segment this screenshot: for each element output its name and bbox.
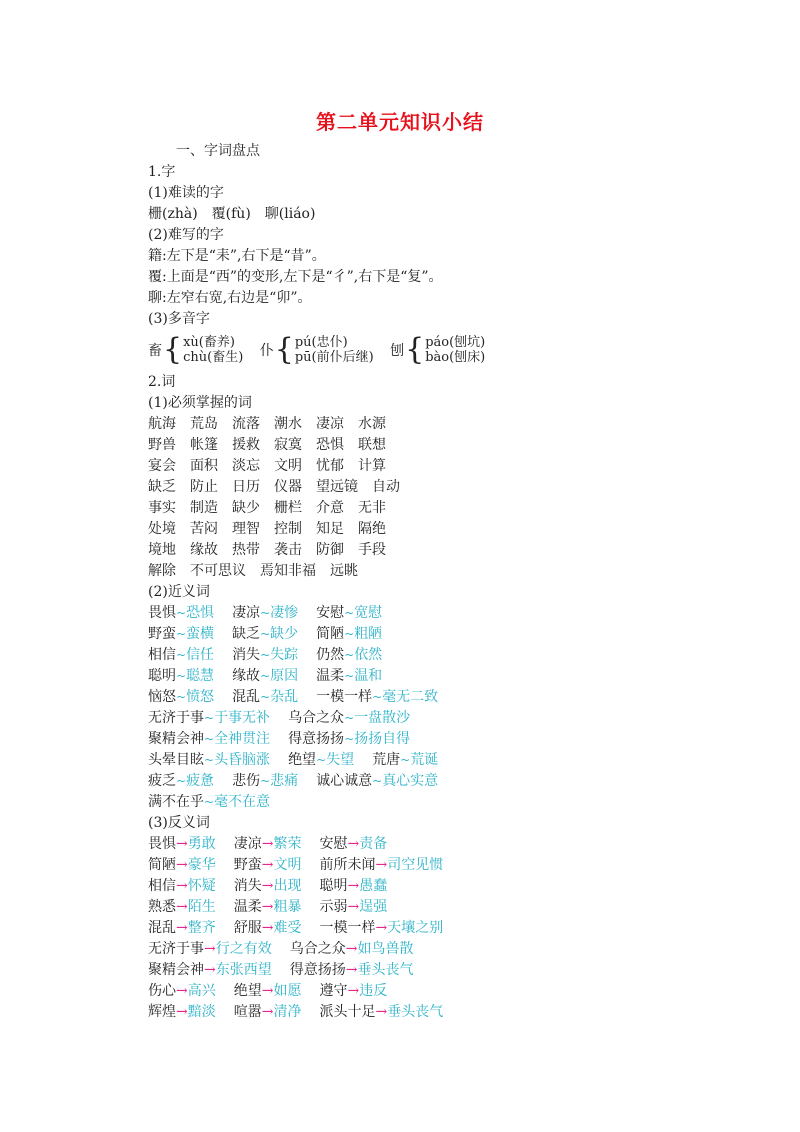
synonym-word: 满不在乎 xyxy=(148,794,204,810)
antonym-answer: 繁荣 xyxy=(273,836,302,852)
tilde-mark: ~ xyxy=(204,711,215,725)
word-row xyxy=(148,519,386,539)
word-item: 日历 xyxy=(232,479,260,495)
arrow-icon: → xyxy=(347,836,360,852)
antonym-word: 消失 xyxy=(233,878,262,894)
hard-write-line: 籍:左下是“耒”,右下是“昔”。 xyxy=(148,248,326,264)
word-item: 手段 xyxy=(358,542,386,558)
synonym-word: 相信 xyxy=(148,647,176,663)
synonym-word: 简陋 xyxy=(316,626,345,642)
word-item: 航海 xyxy=(148,416,176,432)
synonym-answer: 悲痛 xyxy=(270,773,299,789)
word-item: 处境 xyxy=(148,521,176,537)
word-item: 缺乏 xyxy=(148,479,176,495)
antonym-row xyxy=(148,876,387,896)
arrow-icon: → xyxy=(261,920,274,936)
synonym-answer: 缺少 xyxy=(270,626,299,642)
tilde-mark: ~ xyxy=(204,732,215,746)
polyphone-reading: pú(忠仆) xyxy=(294,335,348,350)
word-item: 控制 xyxy=(274,521,302,537)
polyphone-char: 畜 xyxy=(148,343,162,359)
arrow-icon: → xyxy=(261,1004,274,1020)
synonym-row xyxy=(148,666,382,686)
synonym-word: 恼怒 xyxy=(148,689,176,705)
arrow-icon: → xyxy=(345,962,358,978)
antonym-answer: 难受 xyxy=(273,920,302,936)
synonym-word: 混乱 xyxy=(232,689,261,705)
antonym-answer: 怀疑 xyxy=(187,878,216,894)
hard-write-heading: (2)难写的字 xyxy=(148,227,224,243)
synonym-answer: 凄惨 xyxy=(270,605,299,621)
must-heading: (1)必须掌握的词 xyxy=(148,395,252,411)
polyphone-char: 仆 xyxy=(259,343,274,359)
hard-read-line: 栅(zhà) 覆(fù) 聊(liáo) xyxy=(148,206,316,222)
tilde-mark: ~ xyxy=(260,690,271,704)
page-title: 第二单元知识小结 xyxy=(316,110,484,134)
antonym-row xyxy=(148,960,413,980)
tilde-mark: ~ xyxy=(260,648,271,662)
word-item: 恐惧 xyxy=(316,437,344,453)
synonym-answer: 毫无二致 xyxy=(382,689,439,705)
word-item: 淡忘 xyxy=(232,458,260,474)
arrow-icon: → xyxy=(176,899,188,915)
synonym-answer: 愤怒 xyxy=(186,689,215,705)
antonym-answer: 陌生 xyxy=(187,899,216,915)
polyphone-reading: chù(畜生) xyxy=(183,350,244,365)
tilde-mark: ~ xyxy=(372,774,383,788)
synonym-row xyxy=(148,729,410,749)
tilde-mark: ~ xyxy=(260,669,271,683)
synonym-word: 缘故 xyxy=(232,668,261,684)
tilde-mark: ~ xyxy=(344,648,355,662)
polyphone-reading: bào(刨床) xyxy=(425,350,486,365)
tilde-mark: ~ xyxy=(176,606,187,620)
synonym-word: 野蛮 xyxy=(148,626,176,642)
synonym-answer: 疲惫 xyxy=(186,773,215,789)
polyphone-reading: páo(刨坑) xyxy=(425,335,486,350)
tilde-mark: ~ xyxy=(344,669,355,683)
antonym-answer: 愚蠢 xyxy=(359,878,388,894)
tilde-mark: ~ xyxy=(260,774,271,788)
arrow-icon: → xyxy=(204,941,216,957)
tilde-mark: ~ xyxy=(176,648,187,662)
word-item: 防御 xyxy=(316,542,344,558)
synonym-answer: 一盘散沙 xyxy=(354,710,411,726)
antonym-word: 得意扬扬 xyxy=(289,962,346,978)
synonym-answer: 荒诞 xyxy=(410,752,439,768)
antonym-word: 伤心 xyxy=(148,983,176,999)
word-item: 远眺 xyxy=(330,563,358,579)
synonym-word: 凄凉 xyxy=(232,605,261,621)
arrow-icon: → xyxy=(176,983,188,999)
arrow-icon: → xyxy=(176,836,188,852)
arrow-icon: → xyxy=(204,962,216,978)
synonym-word: 无济于事 xyxy=(148,710,204,726)
synonym-row xyxy=(148,792,270,812)
synonym-answer: 真心实意 xyxy=(382,773,439,789)
synonym-row xyxy=(148,708,410,728)
tilde-mark: ~ xyxy=(344,627,355,641)
arrow-icon: → xyxy=(347,983,360,999)
word-item: 事实 xyxy=(148,500,176,516)
arrow-icon: → xyxy=(261,836,274,852)
word-row xyxy=(148,540,386,560)
word-item: 潮水 xyxy=(274,416,302,432)
word-item: 防止 xyxy=(190,479,218,495)
antonym-word: 遵守 xyxy=(319,983,348,999)
synonym-answer: 毫不在意 xyxy=(214,794,271,810)
synonym-heading: (2)近义词 xyxy=(148,584,210,600)
arrow-icon: → xyxy=(375,857,388,873)
antonym-word: 辉煌 xyxy=(148,1004,176,1020)
word-item: 制造 xyxy=(190,500,218,516)
antonym-word: 相信 xyxy=(148,878,176,894)
antonym-word: 乌合之众 xyxy=(289,941,346,957)
word-row xyxy=(148,414,386,434)
arrow-icon: → xyxy=(261,983,274,999)
antonym-answer: 垂头丧气 xyxy=(387,1004,444,1020)
antonym-word: 聚精会神 xyxy=(148,962,204,978)
arrow-icon: → xyxy=(375,1004,388,1020)
word-item: 帐篷 xyxy=(190,437,218,453)
word-item: 计算 xyxy=(358,458,386,474)
antonym-word: 绝望 xyxy=(233,983,262,999)
polyphone-group xyxy=(390,332,486,367)
word-item: 流落 xyxy=(232,416,260,432)
arrow-icon: → xyxy=(176,920,188,936)
antonym-word: 熟悉 xyxy=(148,899,176,915)
antonym-answer: 如鸟兽散 xyxy=(357,941,414,957)
synonym-word: 聚精会神 xyxy=(148,731,204,747)
synonym-word: 温柔 xyxy=(316,668,345,684)
word-item: 水源 xyxy=(358,416,386,432)
antonym-row xyxy=(148,1002,443,1022)
word-item: 凄凉 xyxy=(316,416,344,432)
synonym-row xyxy=(148,603,382,623)
word-item: 介意 xyxy=(316,500,344,516)
antonym-answer: 高兴 xyxy=(187,983,216,999)
polyphone-group xyxy=(259,332,374,367)
brace-icon: { xyxy=(274,332,294,367)
word-item: 野兽 xyxy=(148,437,176,453)
antonym-answer: 司空见惯 xyxy=(387,857,444,873)
synonym-word: 消失 xyxy=(232,647,261,663)
word-item: 无非 xyxy=(358,500,386,516)
antonym-word: 舒服 xyxy=(233,920,262,936)
synonym-word: 绝望 xyxy=(288,752,317,768)
word-item: 仪器 xyxy=(274,479,302,495)
antonym-word: 混乱 xyxy=(148,920,176,936)
polyphone-reading: pū(前仆后继) xyxy=(294,350,374,365)
antonym-answer: 责备 xyxy=(359,836,388,852)
antonym-word: 聪明 xyxy=(319,878,348,894)
antonym-row xyxy=(148,855,443,875)
synonym-answer: 杂乱 xyxy=(270,689,299,705)
word-item: 缺少 xyxy=(232,500,260,516)
antonym-word: 畏惧 xyxy=(148,836,176,852)
synonym-row xyxy=(148,687,438,707)
tilde-mark: ~ xyxy=(260,606,271,620)
word-item: 解除 xyxy=(148,563,176,579)
tilde-mark: ~ xyxy=(344,711,355,725)
word-row xyxy=(148,477,400,497)
word-row xyxy=(148,498,386,518)
word-item: 援救 xyxy=(232,437,260,453)
tilde-mark: ~ xyxy=(176,669,187,683)
tilde-mark: ~ xyxy=(400,753,411,767)
antonym-word: 简陋 xyxy=(148,857,176,873)
antonym-answer: 豪华 xyxy=(187,857,216,873)
antonym-answer: 违反 xyxy=(359,983,388,999)
arrow-icon: → xyxy=(261,857,274,873)
antonym-word: 野蛮 xyxy=(233,857,262,873)
sub-heading-word: 2.词 xyxy=(148,374,176,390)
synonym-answer: 全神贯注 xyxy=(214,731,271,747)
synonym-word: 缺乏 xyxy=(232,626,261,642)
section-heading: 一、字词盘点 xyxy=(176,143,260,159)
tilde-mark: ~ xyxy=(372,690,383,704)
antonym-heading: (3)反义词 xyxy=(148,815,210,831)
synonym-word: 仍然 xyxy=(316,647,345,663)
antonym-row xyxy=(148,918,443,938)
synonym-word: 聪明 xyxy=(148,668,176,684)
synonym-answer: 头昏脑涨 xyxy=(214,752,271,768)
hard-write-line: 覆:上面是“西”的变形,左下是“彳”,右下是“复”。 xyxy=(148,269,443,285)
tilde-mark: ~ xyxy=(176,774,187,788)
word-item: 自动 xyxy=(372,479,400,495)
antonym-answer: 东张西望 xyxy=(215,962,272,978)
synonym-answer: 粗陋 xyxy=(354,626,383,642)
synonym-word: 头晕目眩 xyxy=(148,752,204,768)
antonym-word: 派头十足 xyxy=(319,1004,376,1020)
tilde-mark: ~ xyxy=(204,753,215,767)
polyphone-char: 刨 xyxy=(390,343,405,359)
hard-write-line: 聊:左窄右宽,右边是“卯”。 xyxy=(148,290,312,306)
hard-read-heading: (1)难读的字 xyxy=(148,185,224,201)
word-item: 缘故 xyxy=(190,542,218,558)
polyphone-group xyxy=(148,332,244,367)
arrow-icon: → xyxy=(345,941,358,957)
synonym-answer: 蛮横 xyxy=(186,626,215,642)
polyphone-list xyxy=(148,332,497,367)
word-item: 宴会 xyxy=(148,458,176,474)
antonym-word: 无济于事 xyxy=(148,941,204,957)
brace-icon: { xyxy=(163,332,183,367)
synonym-answer: 温和 xyxy=(354,668,383,684)
word-item: 栅栏 xyxy=(274,500,302,516)
synonym-row xyxy=(148,750,438,770)
brace-icon: { xyxy=(405,332,425,367)
word-item: 隔绝 xyxy=(358,521,386,537)
synonym-answer: 聪慧 xyxy=(186,668,215,684)
word-item: 望远镜 xyxy=(316,479,358,495)
tilde-mark: ~ xyxy=(316,753,327,767)
word-item: 热带 xyxy=(232,542,260,558)
word-item: 焉知非福 xyxy=(260,563,316,579)
synonym-word: 得意扬扬 xyxy=(288,731,345,747)
synonym-answer: 宽慰 xyxy=(354,605,383,621)
word-item: 文明 xyxy=(274,458,302,474)
word-row xyxy=(148,435,386,455)
antonym-row xyxy=(148,834,387,854)
antonym-answer: 勇敢 xyxy=(187,836,216,852)
synonym-word: 诚心诚意 xyxy=(316,773,373,789)
word-item: 寂寞 xyxy=(274,437,302,453)
word-row xyxy=(148,456,386,476)
antonym-answer: 垂头丧气 xyxy=(357,962,414,978)
word-item: 忧郁 xyxy=(316,458,344,474)
antonym-answer: 整齐 xyxy=(187,920,216,936)
synonym-word: 安慰 xyxy=(316,605,345,621)
word-item: 境地 xyxy=(148,542,176,558)
synonym-answer: 于事无补 xyxy=(214,710,271,726)
sub-heading-char: 1.字 xyxy=(148,164,176,180)
tilde-mark: ~ xyxy=(260,627,271,641)
antonym-word: 一模一样 xyxy=(319,920,376,936)
synonym-row xyxy=(148,771,438,791)
synonym-word: 悲伤 xyxy=(232,773,261,789)
arrow-icon: → xyxy=(347,899,360,915)
antonym-row xyxy=(148,939,413,959)
word-item: 苦闷 xyxy=(190,521,218,537)
synonym-word: 疲乏 xyxy=(148,773,176,789)
antonym-answer: 如愿 xyxy=(273,983,302,999)
antonym-answer: 文明 xyxy=(273,857,302,873)
antonym-answer: 粗暴 xyxy=(273,899,302,915)
antonym-row xyxy=(148,981,387,1001)
antonym-word: 喧嚣 xyxy=(233,1004,262,1020)
arrow-icon: → xyxy=(375,920,388,936)
arrow-icon: → xyxy=(176,1004,188,1020)
synonym-word: 乌合之众 xyxy=(288,710,345,726)
antonym-row xyxy=(148,897,387,917)
antonym-answer: 清净 xyxy=(273,1004,302,1020)
synonym-row xyxy=(148,624,382,644)
antonym-word: 温柔 xyxy=(233,899,262,915)
arrow-icon: → xyxy=(176,857,188,873)
synonym-answer: 失踪 xyxy=(270,647,299,663)
word-row xyxy=(148,561,358,581)
word-item: 面积 xyxy=(190,458,218,474)
arrow-icon: → xyxy=(347,878,360,894)
antonym-answer: 黯淡 xyxy=(187,1004,216,1020)
synonym-answer: 扬扬自得 xyxy=(354,731,411,747)
antonym-word: 安慰 xyxy=(319,836,348,852)
word-item: 联想 xyxy=(358,437,386,453)
antonym-answer: 行之有效 xyxy=(215,941,272,957)
tilde-mark: ~ xyxy=(344,606,355,620)
arrow-icon: → xyxy=(261,899,274,915)
arrow-icon: → xyxy=(261,878,274,894)
tilde-mark: ~ xyxy=(176,627,187,641)
tilde-mark: ~ xyxy=(344,732,355,746)
word-item: 袭击 xyxy=(274,542,302,558)
synonym-word: 畏惧 xyxy=(148,605,176,621)
synonym-answer: 原因 xyxy=(270,668,299,684)
word-item: 不可思议 xyxy=(190,563,246,579)
word-item: 理智 xyxy=(232,521,260,537)
antonym-answer: 逞强 xyxy=(359,899,388,915)
synonym-answer: 信任 xyxy=(186,647,215,663)
antonym-word: 前所未闻 xyxy=(319,857,376,873)
word-item: 知足 xyxy=(316,521,344,537)
tilde-mark: ~ xyxy=(204,795,215,809)
antonym-word: 凄凉 xyxy=(233,836,262,852)
synonym-row xyxy=(148,645,382,665)
synonym-answer: 恐惧 xyxy=(186,605,215,621)
antonym-word: 示弱 xyxy=(319,899,348,915)
arrow-icon: → xyxy=(176,878,188,894)
antonym-answer: 天壤之别 xyxy=(387,920,444,936)
synonym-word: 荒唐 xyxy=(372,752,401,768)
synonym-answer: 失望 xyxy=(326,752,355,768)
synonym-answer: 依然 xyxy=(354,647,383,663)
tilde-mark: ~ xyxy=(176,690,187,704)
antonym-answer: 出现 xyxy=(273,878,302,894)
word-item: 荒岛 xyxy=(190,416,218,432)
synonym-word: 一模一样 xyxy=(316,689,373,705)
polyphone-heading: (3)多音字 xyxy=(148,311,210,327)
polyphone-reading: xù(畜养) xyxy=(183,335,235,350)
